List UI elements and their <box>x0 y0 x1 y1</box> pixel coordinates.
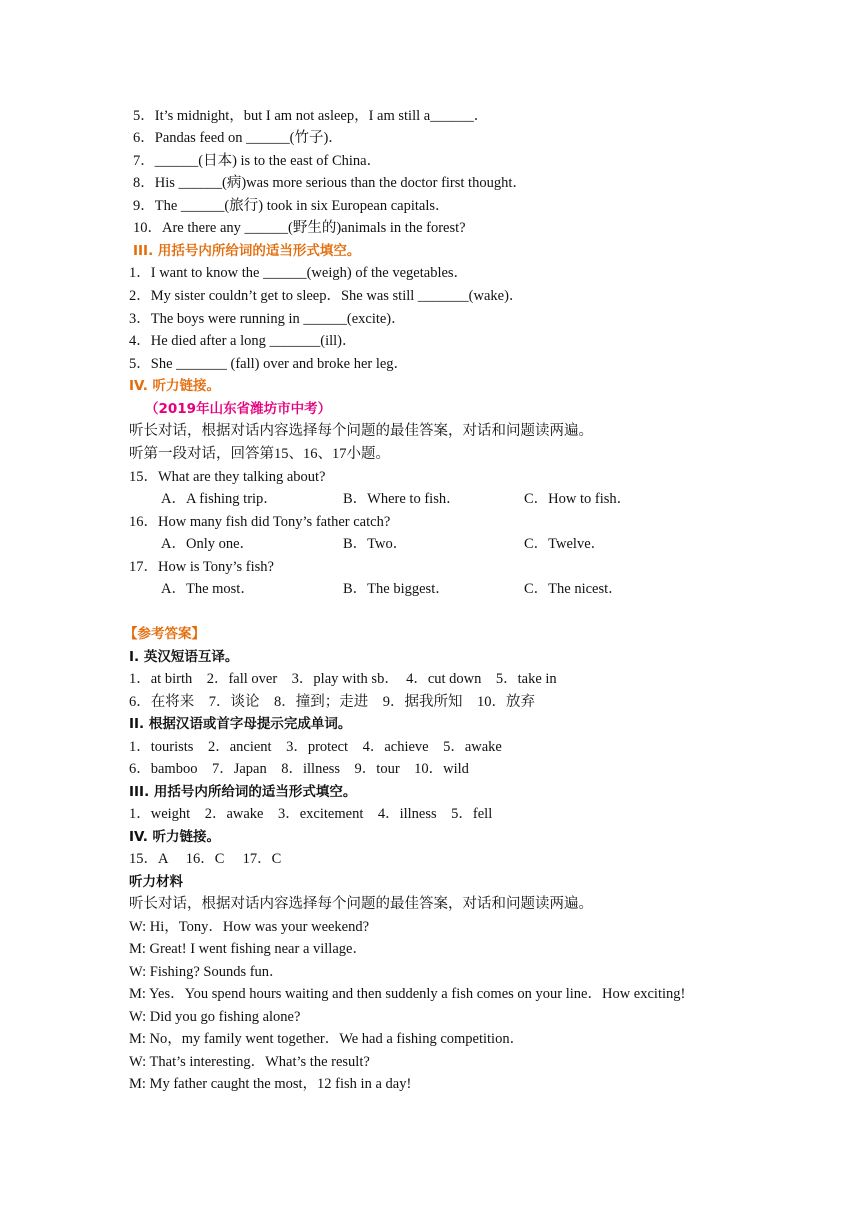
dialogue-line: W: Fishing? Sounds fun． <box>129 964 284 980</box>
option-a: A．The most． <box>161 581 255 597</box>
answer-line: 6．bamboo 7．Japan 8．illness 9．tour 10．wild <box>129 761 469 777</box>
section-heading-3: III. 用括号内所给词的适当形式填空。 <box>133 243 361 259</box>
exercise-item: 9．The ______(旅行) took in six European capitals． <box>133 198 450 214</box>
exercise-item: 5．She _______ (fall) over and broke her leg． <box>129 356 409 372</box>
option-c: C．How to fish． <box>524 491 632 507</box>
option-c: C．The nicest． <box>524 581 623 597</box>
instruction-text: 听第一段对话，回答第15、16、17小题。 <box>129 446 390 462</box>
dialogue-line: W: Did you go fishing alone? <box>129 1009 301 1025</box>
answers-title: 【参考答案】 <box>124 626 205 642</box>
exercise-item: 7．______(日本) is to the east of China． <box>133 153 382 169</box>
instruction-text: 听长对话，根据对话内容选择每个问题的最佳答案，对话和问题读两遍。 <box>129 423 593 439</box>
answer-line: 1．weight 2．awake 3．excitement 4．illness 5．fell <box>129 806 493 822</box>
exercise-item: 4．He died after a long _______(ill)． <box>129 333 357 349</box>
material-heading: 听力材料 <box>129 874 183 890</box>
option-a: A．Only one． <box>161 536 255 552</box>
answer-line: 6．在将来 7．谈论 8．撞到；走进 9．据我所知 10．放弃 <box>129 694 535 710</box>
dialogue-line: M: Yes．You spend hours waiting and then suddenly a fish comes on your line．How exciting! <box>129 986 686 1002</box>
question: 16．How many fish did Tony’s father catch? <box>129 514 391 530</box>
answer-section-heading: IV. 听力链接。 <box>129 829 221 845</box>
dialogue-line: M: No，my family went together．We had a fishing competition． <box>129 1031 525 1047</box>
material-intro: 听长对话，根据对话内容选择每个问题的最佳答案，对话和问题读两遍。 <box>129 896 593 912</box>
source-note: （2019年山东省潍坊市中考） <box>145 401 332 417</box>
dialogue-line: W: That’s interesting．What’s the result? <box>129 1054 370 1070</box>
answer-line: 15．A 16．C 17．C <box>129 851 282 867</box>
answer-line: 1．at birth 2．fall over 3．play with sb． 4．cut down 5．take in <box>129 671 557 687</box>
option-b: B．Two． <box>343 536 408 552</box>
exercise-item: 2．My sister couldn’t get to sleep．She was still _______(wake)． <box>129 288 524 304</box>
dialogue-line: M: Great! I went fishing near a village． <box>129 941 367 957</box>
exercise-item: 10．Are there any ______(野生的)animals in the forest? <box>133 220 466 236</box>
answer-section-heading: I. 英汉短语互译。 <box>129 649 239 665</box>
option-b: B．The biggest． <box>343 581 450 597</box>
option-c: C．Twelve． <box>524 536 606 552</box>
answer-section-heading: III. 用括号内所给词的适当形式填空。 <box>129 784 357 800</box>
dialogue-line: M: My father caught the most，12 fish in a day! <box>129 1076 412 1092</box>
exercise-item: 8．His ______(病)was more serious than the doctor first thought． <box>133 175 527 191</box>
question: 17．How is Tony’s fish? <box>129 559 274 575</box>
section-heading-4: IV. 听力链接。 <box>129 378 221 394</box>
question: 15．What are they talking about? <box>129 469 326 485</box>
exercise-item: 5．It’s midnight，but I am not asleep，I am still a______． <box>133 108 489 124</box>
exercise-item: 6．Pandas feed on ______(竹子)． <box>133 130 343 146</box>
answer-section-heading: II. 根据汉语或首字母提示完成单词。 <box>129 716 352 732</box>
option-a: A．A fishing trip． <box>161 491 278 507</box>
exercise-item: 1．I want to know the ______(weigh) of the vegetables． <box>129 265 469 281</box>
exercise-item: 3．The boys were running in ______(excite)． <box>129 311 406 327</box>
option-b: B．Where to fish． <box>343 491 461 507</box>
dialogue-line: W: Hi，Tony．How was your weekend? <box>129 919 370 935</box>
answer-line: 1．tourists 2．ancient 3．protect 4．achieve 5．awake <box>129 739 502 755</box>
